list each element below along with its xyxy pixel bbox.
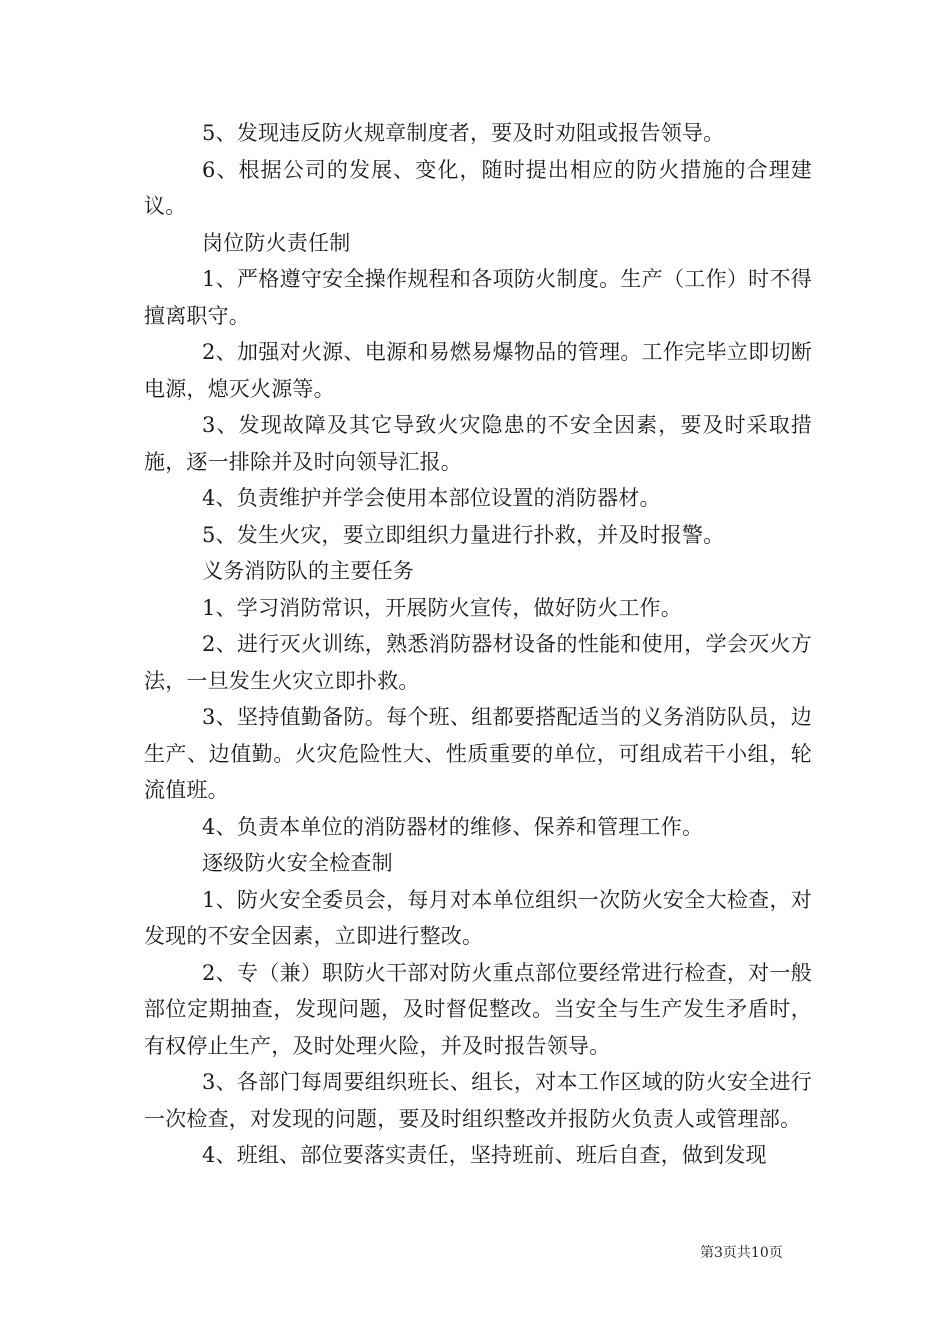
- page-number-footer: 第3页共10页: [700, 1245, 783, 1261]
- paragraph-item-2: 2、加强对火源、电源和易燃易爆物品的管理。工作完毕立即切断电源，熄灭火源等。: [144, 340, 812, 401]
- paragraph-item-4: 4、负责本单位的消防器材的维修、保养和管理工作。: [202, 814, 704, 839]
- paragraph-item-4: 4、负责维护并学会使用本部位设置的消防器材。: [202, 486, 661, 510]
- paragraph-item-2: 2、专（兼）职防火干部对防火重点部位要经常进行检查，对一般部位定期抽查，发现问题，及时督促整改。当安全与生产发生矛盾时，有权停止生产，及时处理火险，并及时报告领导。: [144, 960, 812, 1058]
- paragraph-item-2: 2、进行灭火训练，熟悉消防器材设备的性能和使用，学会灭火方法，一旦发生火灾立即扑救。: [144, 632, 812, 693]
- paragraph-item-3: 3、各部门每周要组织班长、组长，对本工作区域的防火安全进行一次检查，对发现的问题，要及时组织整改并报防火负责人或管理部。: [144, 1070, 812, 1131]
- paragraph-item-3: 3、发现故障及其它导致火灾隐患的不安全因素，要及时采取措施，逐一排除并及时向领导汇报。: [144, 413, 812, 474]
- paragraph-item-6: 6、根据公司的发展、变化，随时提出相应的防火措施的合理建议。: [144, 157, 812, 218]
- section-heading-post-responsibility: 岗位防火责任制: [202, 230, 351, 255]
- paragraph-item-1: 1、防火安全委员会，每月对本单位组织一次防火安全大检查，对发现的不安全因素，立即进行整改。: [144, 887, 812, 948]
- paragraph-item-3: 3、坚持值勤备防。每个班、组都要搭配适当的义务消防队员，边生产、边值勤。火灾危险性大、性质重要的单位，可组成若干小组，轮流值班。: [144, 705, 812, 802]
- section-heading-inspection-system: 逐级防火安全检查制: [202, 851, 393, 875]
- document-body: [144, 115, 812, 1174]
- section-heading-volunteer-fire-team: 义务消防队的主要任务: [202, 559, 414, 583]
- paragraph-item-5: 5、发生火灾，要立即组织力量进行扑救，并及时报警。: [202, 522, 725, 547]
- paragraph-item-1: 1、学习消防常识，开展防火宣传，做好防火工作。: [202, 595, 682, 620]
- paragraph-item-4: 4、班组、部位要落实责任，坚持班前、班后自查，做到发现: [202, 1143, 767, 1167]
- paragraph-item-1: 1、严格遵守安全操作规程和各项防火制度。生产（工作）时不得擅离职守。: [144, 267, 812, 328]
- paragraph-item-5: 5、发现违反防火规章制度者，要及时劝阻或报告领导。: [202, 121, 725, 145]
